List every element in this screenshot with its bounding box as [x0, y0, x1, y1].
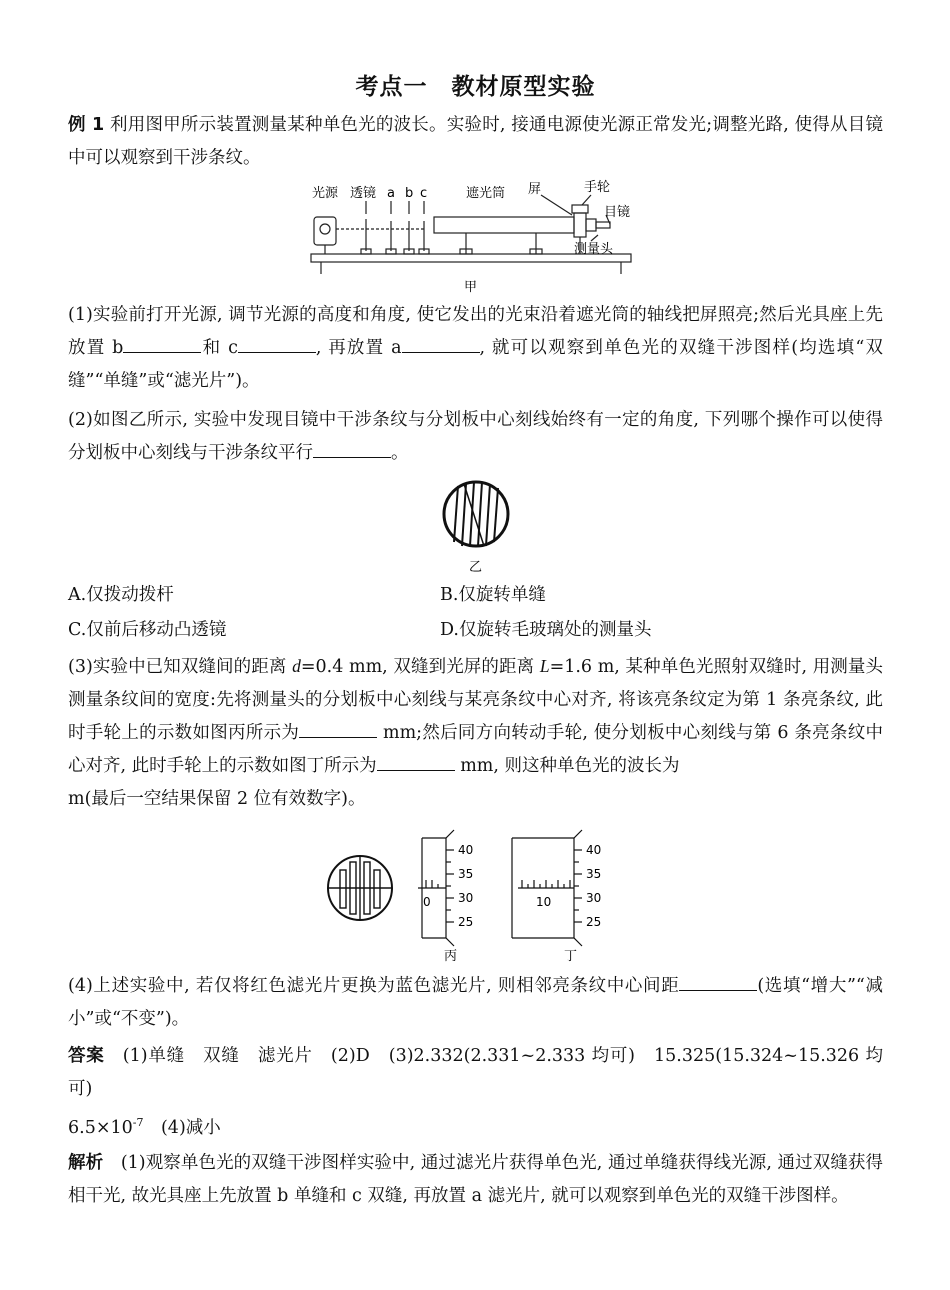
- label-handwheel: 手轮: [583, 180, 610, 195]
- section-title: 考点一 教材原型实验: [355, 74, 596, 100]
- document-page: [68, 68, 883, 1213]
- label-lens: 透镜: [349, 186, 376, 201]
- apparatus-diagram: [306, 179, 646, 297]
- answer-blank-c[interactable]: [238, 338, 316, 353]
- label-eyepiece: 目镜: [603, 205, 630, 220]
- ding-tick-25: 25: [585, 915, 601, 929]
- var-d: d: [292, 656, 301, 676]
- example-label: 例 1: [68, 115, 105, 135]
- option-d[interactable]: D.仅旋转毛玻璃处的测量头: [440, 620, 652, 640]
- answer-blank-q4[interactable]: [679, 976, 757, 991]
- analysis-label: 解析: [68, 1152, 104, 1173]
- ding-tick-40: 40: [585, 843, 601, 857]
- label-b: b: [404, 186, 413, 201]
- q3-part1: (3)实验中已知双缝间的距离: [68, 657, 293, 677]
- q1-part4: , 就可以观察到单色光的双缝干涉图样(均选填“双缝”“单缝”或“滤光片”)。: [68, 338, 883, 391]
- label-light-source: 光源: [311, 186, 338, 201]
- bing-tick-30: 30: [457, 891, 473, 905]
- option-b[interactable]: B.仅旋转单缝: [440, 585, 546, 605]
- bing-main-reading: 0: [422, 895, 431, 909]
- answer-line2a: 6.5×10: [68, 1117, 133, 1138]
- caption-bing: 丙: [443, 949, 457, 964]
- answer-blank-q2[interactable]: [313, 443, 391, 458]
- figure-yi: [68, 476, 883, 574]
- q4-part1: (4)上述实验中, 若仅将红色滤光片更换为蓝色滤光片, 则相邻亮条纹中心间距: [68, 976, 680, 996]
- answer-line1: (1)单缝 双缝 滤光片 (2)D (3)2.332(2.331~2.333 均可) 15.325(15.324~15.326 均可): [68, 1046, 884, 1099]
- option-c[interactable]: C.仅前后移动凸透镜: [68, 620, 227, 640]
- example-statement: [68, 109, 883, 175]
- label-screen: 屏: [527, 182, 541, 197]
- micrometer-readings: [326, 828, 626, 968]
- figure-jia: [68, 179, 883, 297]
- q1-part2: 和 c: [201, 338, 238, 358]
- bing-tick-40: 40: [457, 843, 473, 857]
- answer-exponent: -7: [132, 1116, 144, 1129]
- question-3: [68, 650, 883, 816]
- analysis-block: [68, 1147, 883, 1213]
- answer-blank-bing[interactable]: [299, 723, 377, 738]
- question-4: [68, 970, 883, 1036]
- q2-text: (2)如图乙所示, 实验中发现目镜中干涉条纹与分划板中心刻线始终有一定的角度, 下列哪个操作可以使得分划板中心刻线与干涉条纹平行: [68, 410, 883, 463]
- q3-part4: mm;然后同方向转动手轮, 使分划板中心刻线与第 6 条亮条纹中心对齐, 此时手轮上的示数如图丁所示为: [68, 723, 884, 776]
- caption-jia: 甲: [463, 280, 477, 295]
- caption-yi: 乙: [468, 560, 482, 574]
- q3-part5: mm, 则这种单色光的波长为: [454, 756, 680, 776]
- label-c: c: [419, 186, 427, 201]
- answer-line2b: (4)减小: [143, 1117, 221, 1138]
- q1-part1: (1)实验前打开光源, 调节光源的高度和角度, 使它发出的光束沿着遮光筒的轴线把屏照亮;然后光具座上先放置 b: [68, 305, 883, 358]
- answer-blank-a[interactable]: [402, 338, 480, 353]
- q3-part3: =1.6 m, 某种单色光照射双缝时, 用测量头测量条纹间的宽度:先将测量头的分划板中心刻线与某亮条纹中心对齐, 将该亮条纹定为第 1 条亮条纹, 此时手轮上的示数如图丙所示为: [68, 657, 883, 743]
- ding-tick-30: 30: [585, 891, 601, 905]
- example-text: 利用图甲所示装置测量某种单色光的波长。实验时, 接通电源使光源正常发光;调整光路, 使得从目镜中可以观察到干涉条纹。: [68, 115, 883, 168]
- eyepiece-view-diagram: [436, 476, 516, 574]
- question-1: [68, 299, 883, 398]
- label-a: a: [386, 186, 395, 201]
- q4-part2: (选填“增大”“减小”或“不变”)。: [68, 976, 883, 1029]
- label-tube: 遮光筒: [465, 186, 505, 201]
- answer-blank-b[interactable]: [123, 338, 201, 353]
- bing-tick-25: 25: [457, 915, 473, 929]
- ding-tick-35: 35: [585, 867, 601, 881]
- answer-blank-ding[interactable]: [377, 756, 455, 771]
- option-a[interactable]: A.仅拨动拨杆: [68, 585, 174, 605]
- q1-part3: , 再放置 a: [315, 338, 402, 358]
- q2-end: 。: [391, 443, 409, 463]
- q3-part6: m(最后一空结果保留 2 位有效数字)。: [68, 789, 366, 809]
- analysis-text: (1)观察单色光的双缝干涉图样实验中, 通过滤光片获得单色光, 通过单缝获得线光源, 通过双缝获得相干光, 故光具座上先放置 b 单缝和 c 双缝, 再放置 a 滤光片, 就可以观察到单色光的双缝干涉图样。: [68, 1152, 884, 1206]
- figure-bing-ding: [68, 828, 883, 968]
- answer-label: 答案: [68, 1046, 105, 1066]
- ding-main-reading: 10: [535, 895, 551, 909]
- caption-ding: 丁: [563, 949, 577, 964]
- bing-tick-35: 35: [457, 867, 473, 881]
- label-measure-head: 测量头: [573, 242, 613, 257]
- q3-part2: =0.4 mm, 双缝到光屏的距离: [300, 657, 540, 677]
- q2-options: [68, 578, 883, 648]
- var-L: L: [539, 656, 550, 676]
- answer-block: [68, 1040, 883, 1145]
- question-2: [68, 404, 883, 470]
